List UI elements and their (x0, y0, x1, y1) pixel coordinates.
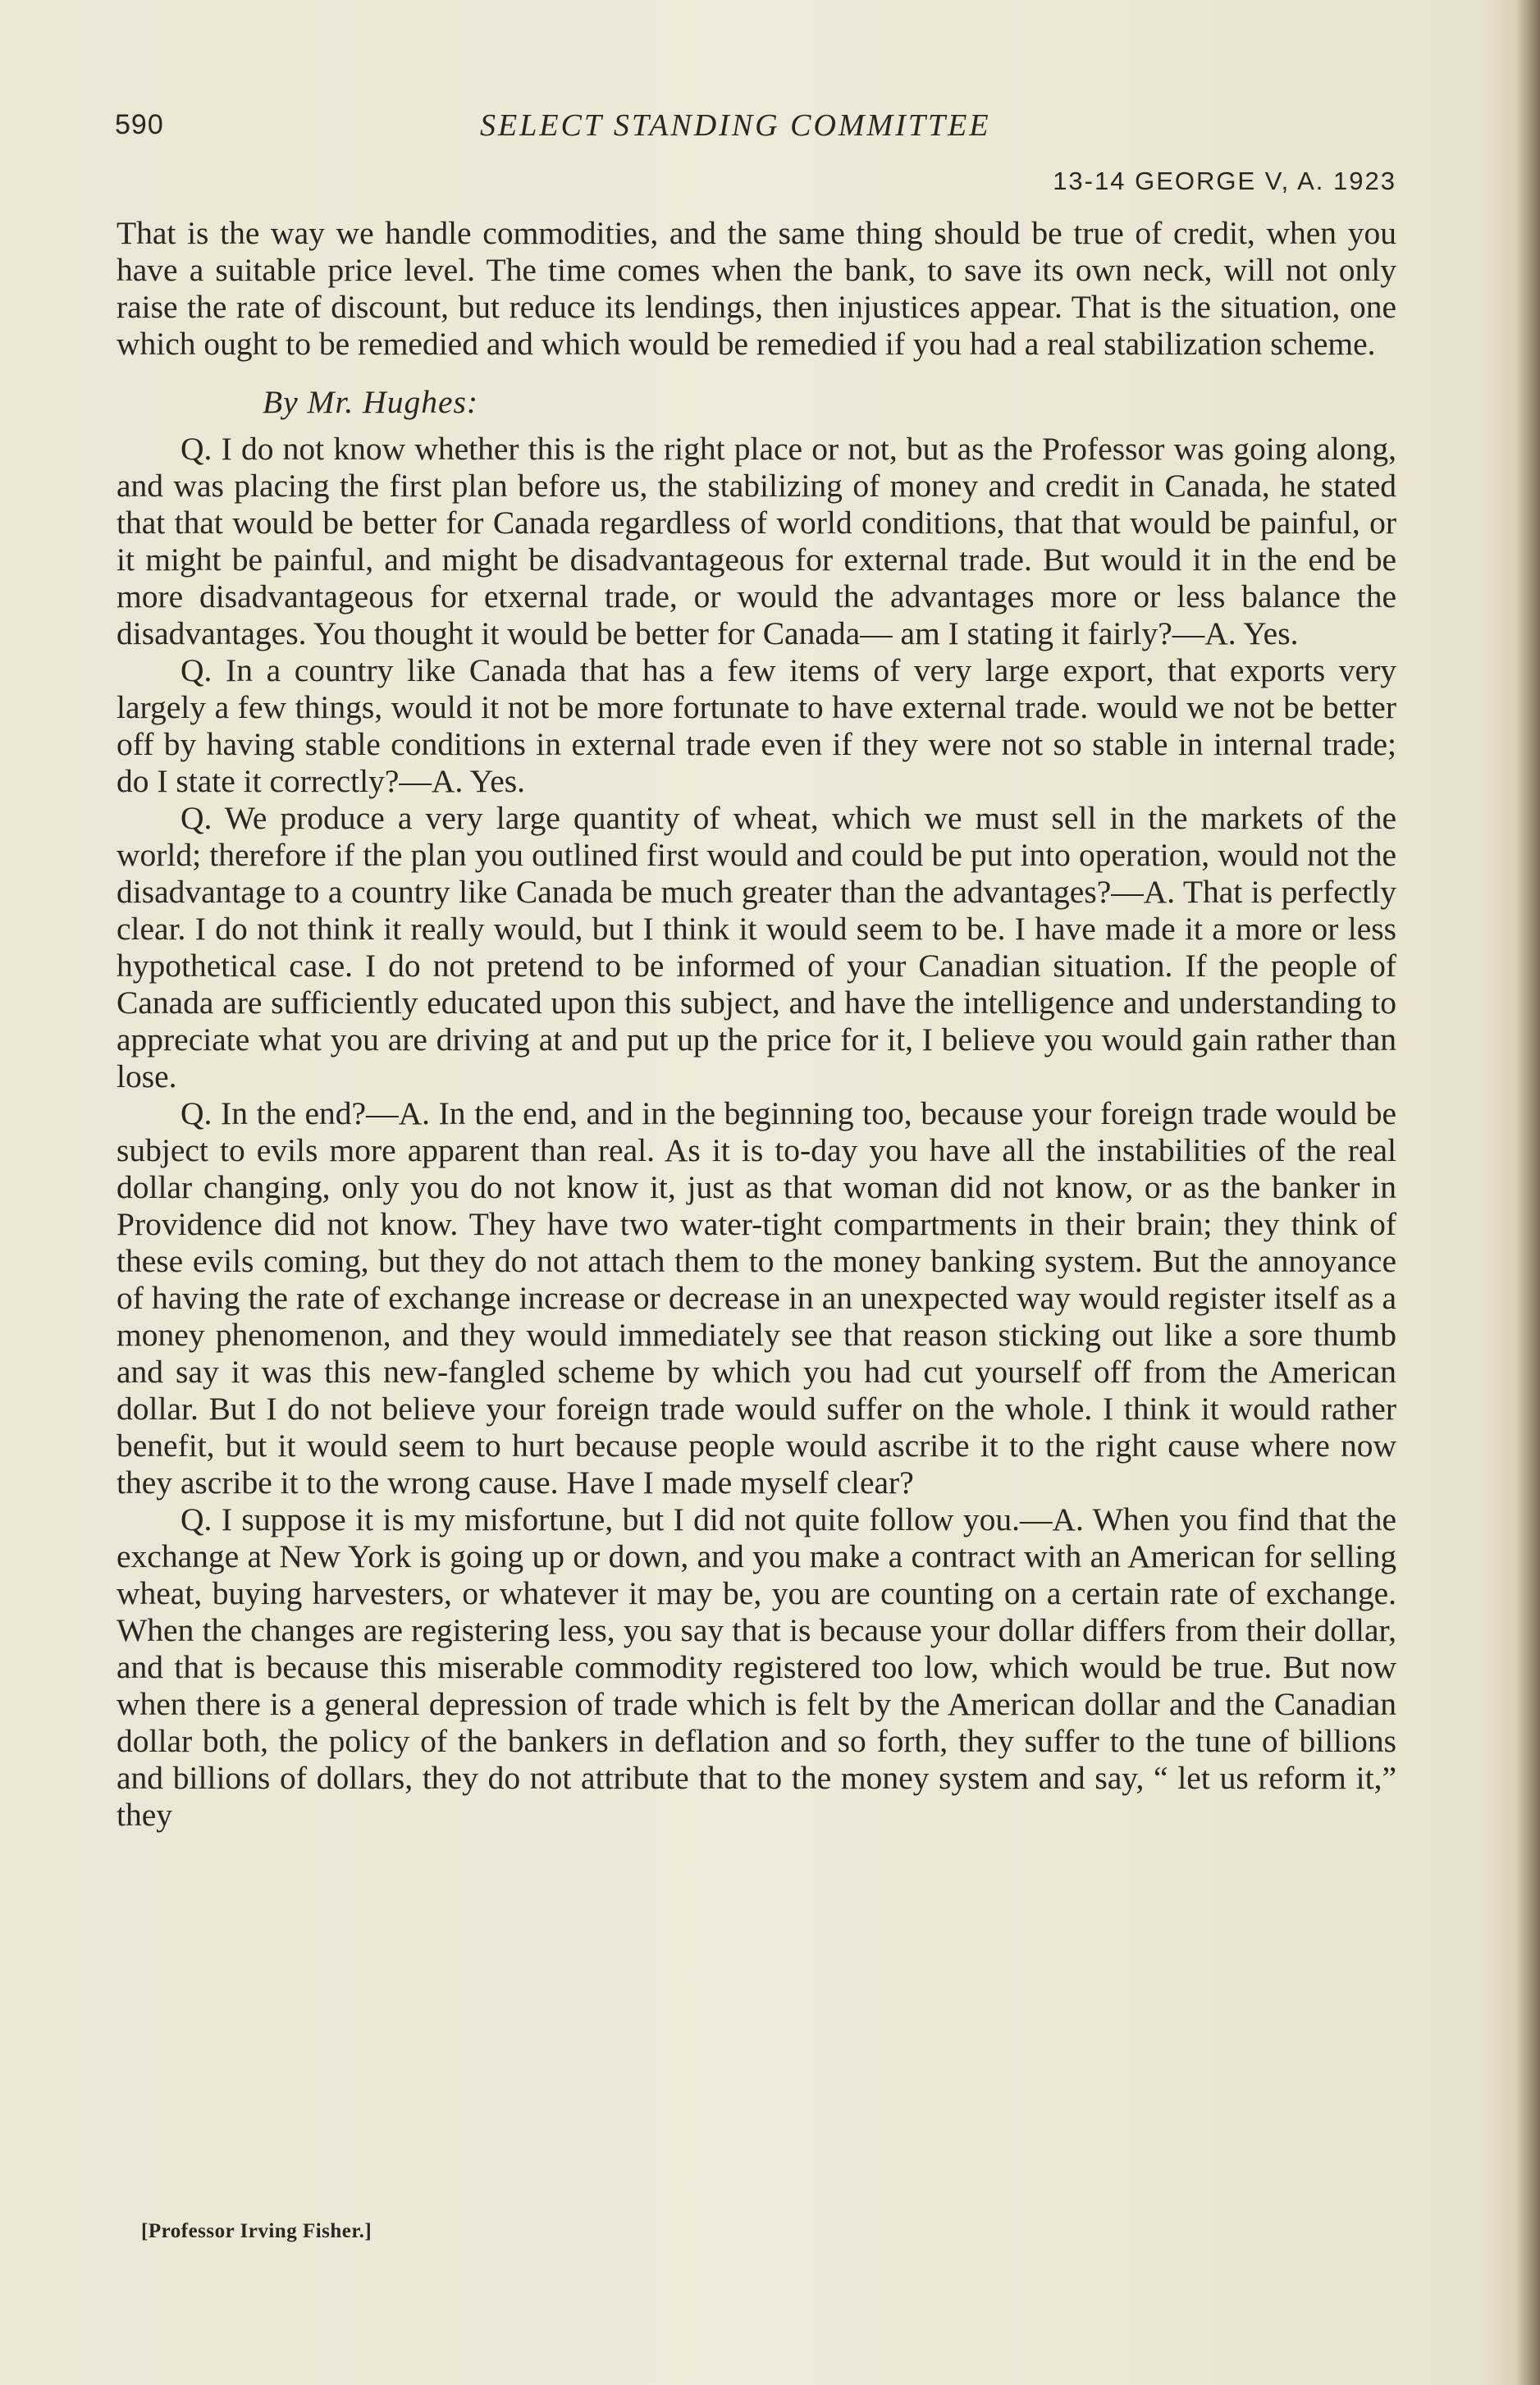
questioner-byline: By Mr. Hughes: (263, 384, 479, 420)
page-header (115, 109, 1395, 155)
session-line: 13-14 GEORGE V, A. 1923 (1053, 167, 1396, 195)
paragraph-continuation: That is the way we handle commodities, and the same thing should be true of credit, when you have a suitable price level. The time comes when the bank, to save its own neck, will not only raise the rate of discount, but reduce its lendings, then injustices appear. That is the situation, one which ought to be remedied and which would be remedied if you had a real stabilization scheme. (117, 215, 1396, 362)
body-text (117, 215, 1396, 1834)
speaker-footnote: [Professor Irving Fisher.] (141, 2220, 372, 2242)
paragraph-question-4: Q. In the end?—A. In the end, and in the beginning too, because your foreign trade would be subject to evils more apparent than real. As it is to-day you have all the instabilities of the real dollar changing, only you do not know it, just as that woman did not know, or as the banker in Providence did not know. They have two water-tight compartments in their brain; they think of these evils coming, but they do not attach them to the money banking system. But the annoyance of having the rate of exchange increase or decrease in an unexpected way would register itself as a money phenomenon, and they would immediately see that reason sticking out like a sore thumb and say it was this new-fangled scheme by which you had cut yourself off from the American dollar. But I do not believe your foreign trade would suffer on the whole. I think it would rather benefit, but it would seem to hurt because people would ascribe it to the right cause where now they ascribe it to the wrong cause. Have I made myself clear? (117, 1095, 1396, 1501)
paragraph-question-5: Q. I suppose it is my misfortune, but I did not quite follow you.—A. When you find that the exchange at New York is going up or down, and you make a contract with an American for selling wheat, buying harvesters, or whatever it may be, you are counting on a certain rate of exchange. When the changes are registering less, you say that is because your dollar differs from their dollar, and that is because this miserable commodity registered too low, which would be true. But now when there is a general depression of trade which is felt by the American dollar and the Canadian dollar both, the policy of the bankers in deflation and so forth, they suffer to the tune of billions and billions of dollars, they do not attribute that to the money system and say, “ let us reform it,” they (117, 1501, 1396, 1833)
paragraph-question-2: Q. In a country like Canada that has a few items of very large export, that exports very largely a few things, would it not be more fortunate to have external trade. would we not be better off by having stable conditions in external trade even if they were not so stable in internal trade; do I state it correctly?—A. Yes. (117, 652, 1396, 799)
paragraph-question-1: Q. I do not know whether this is the right place or not, but as the Professor was going along, and was placing the first plan before us, the stabilizing of money and credit in Canada, he stated that that would be better for Canada regardless of world conditions, that that would be painful, or it might be painful, and might be disadvantageous for external trade. But would it in the end be more disadvantageous for etxernal trade, or would the advantages more or less balance the disadvantages. You thought it would be better for Canada— am I stating it fairly?—A. Yes. (117, 431, 1396, 651)
paragraph-question-3: Q. We produce a very large quantity of wheat, which we must sell in the markets of the world; therefore if the plan you outlined first would and could be put into operation, would not the disadvantage to a country like Canada be much greater than the advantages?—A. That is perfectly clear. I do not think it really would, but I think it would seem to be. I have made it a more or less hypothetical case. I do not pretend to be informed of your Canadian situation. If the people of Canada are sufficiently educated upon this subject, and have the intelligence and understanding to appreciate what you are driving at and put up the price for it, I believe you would gain rather than lose. (117, 800, 1396, 1094)
running-title: SELECT STANDING COMMITTEE (480, 108, 991, 143)
page-edge-shadow (1515, 0, 1540, 2385)
page-number: 590 (115, 109, 164, 140)
